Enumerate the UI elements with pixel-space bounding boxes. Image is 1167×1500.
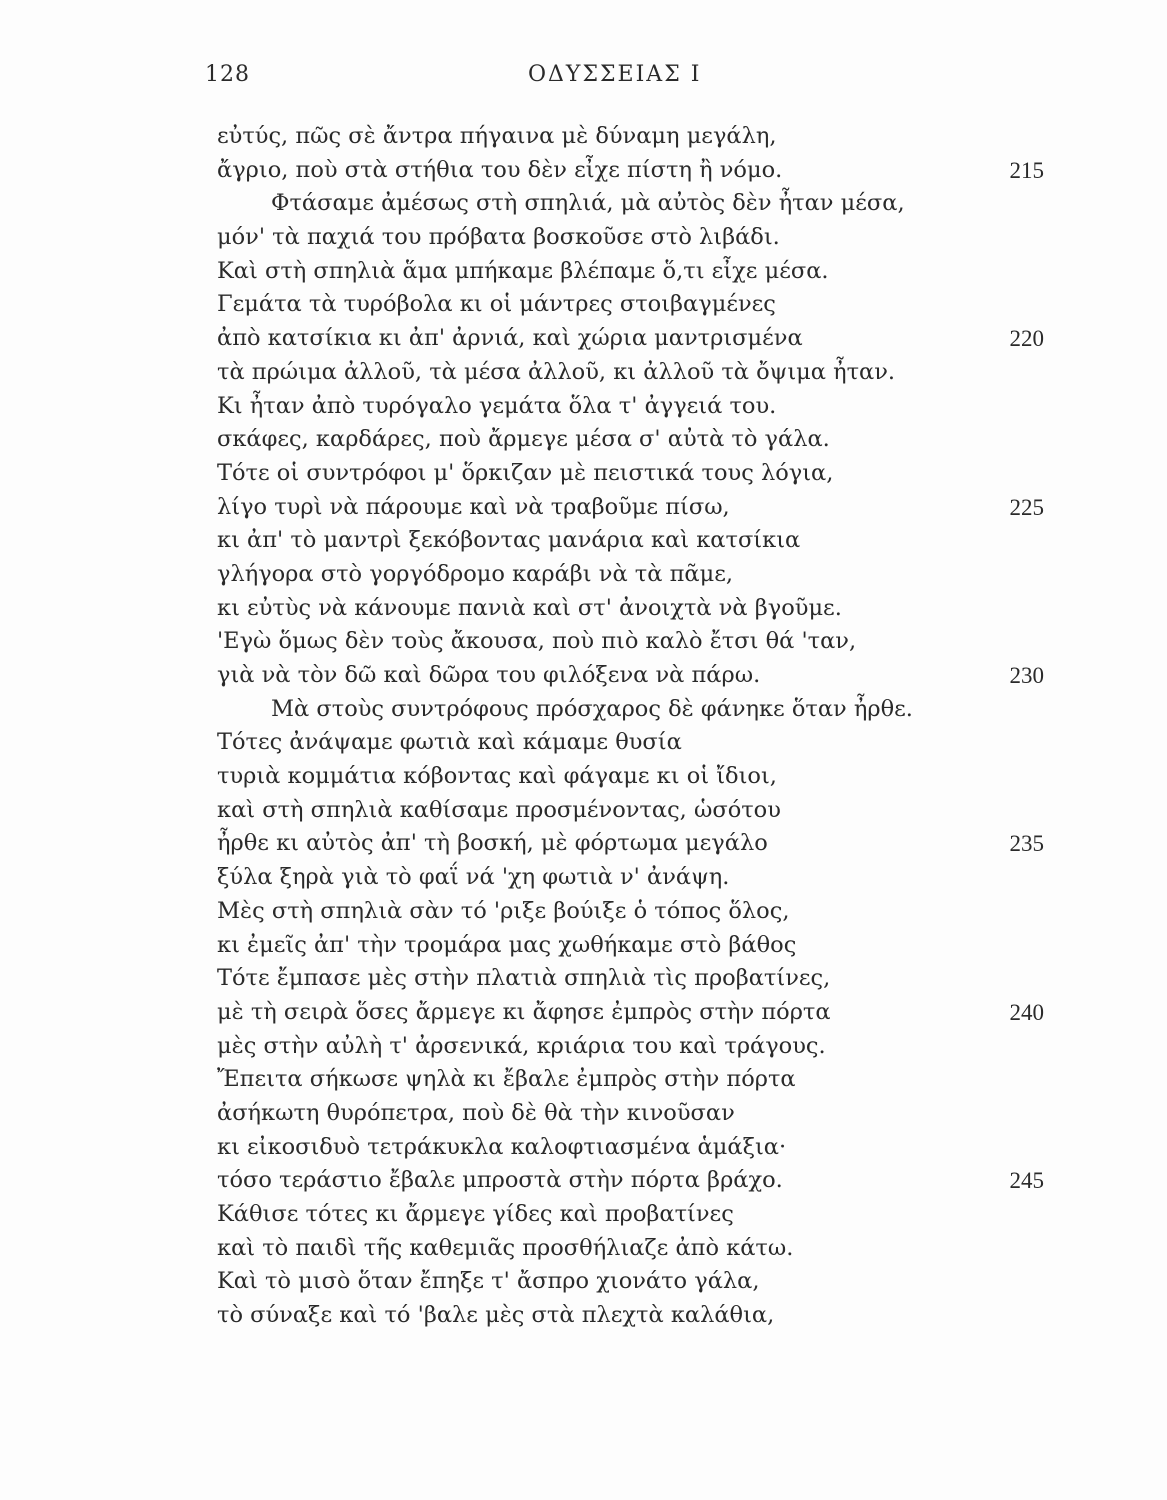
poem-line (0, 726, 1167, 760)
poem-line (0, 120, 1167, 154)
line-text: μὲ τὴ σειρὰ ὅσες ἄρμεγε κι ἄφησε ἐμπρὸς στὴν πόρτα (217, 998, 831, 1025)
poem-line (0, 1299, 1167, 1333)
line-text: ἄγριο, ποὺ στὰ στήθια του δὲν εἶχε πίστη ἢ νόμο. (217, 156, 783, 183)
poem-line (0, 390, 1167, 424)
running-head (0, 58, 1167, 94)
line-text: γιὰ νὰ τὸν δῶ καὶ δῶρα του φιλόξενα νὰ πάρω. (217, 662, 761, 688)
poem-line (0, 187, 1167, 221)
page-number: 128 (205, 62, 250, 87)
poem-line (0, 1131, 1167, 1165)
line-number: 230 (1009, 663, 1044, 688)
line-text: καὶ τὸ παιδὶ τῆς καθεμιᾶς προσθήλιαζε ἀπὸ κάτω. (217, 1234, 794, 1261)
poem-line (0, 1164, 1167, 1198)
line-text: Καὶ τὸ μισὸ ὅταν ἔπηξε τ' ἄσπρο χιονάτο γάλα, (217, 1268, 760, 1295)
poem-line (0, 154, 1167, 188)
poem-line (0, 659, 1167, 693)
line-text: κι ἐμεῖς ἀπ' τὴν τρομάρα μας χωθήκαμε στὸ βάθος (217, 931, 797, 958)
poem-line (0, 524, 1167, 558)
line-text: κι εἰκοσιδυὸ τετράκυκλα καλοφτιασμένα ἁμάξια· (217, 1133, 787, 1160)
poem-line (0, 1232, 1167, 1266)
poem-line (0, 794, 1167, 828)
line-text: ξύλα ξηρὰ γιὰ τὸ φαΐ νά 'χη φωτιὰ ν' ἀνάψη. (217, 864, 730, 891)
poem-line (0, 322, 1167, 356)
poem-line (0, 592, 1167, 626)
poem-line (0, 221, 1167, 255)
line-text: λίγο τυρὶ νὰ πάρουμε καὶ νὰ τραβοῦμε πίσω, (217, 493, 730, 520)
line-text: ἀσήκωτη θυρόπετρα, ποὺ δὲ θὰ τὴν κινοῦσαν (217, 1099, 735, 1126)
line-text: τὰ πρώιμα ἀλλοῦ, τὰ μέσα ἀλλοῦ, κι ἀλλοῦ τὰ ὄψιμα ἦταν. (217, 358, 896, 385)
line-text: Κι ἦταν ἀπὸ τυρόγαλο γεμάτα ὅλα τ' ἀγγειά του. (217, 392, 777, 419)
poem-line (0, 1265, 1167, 1299)
line-text: κι ἀπ' τὸ μαντρὶ ξεκόβοντας μανάρια καὶ κατσίκια (217, 527, 801, 554)
poem-line (0, 962, 1167, 996)
poem-line (0, 827, 1167, 861)
poem-text (0, 120, 1167, 1333)
poem-line (0, 1097, 1167, 1131)
poem-line (0, 356, 1167, 390)
line-number: 245 (1009, 1168, 1044, 1194)
line-text: μόν' τὰ παχιά του πρόβατα βοσκοῦσε στὸ λιβάδι. (217, 224, 780, 251)
line-number: 215 (1009, 157, 1044, 183)
line-text: 'Εγὼ ὅμως δὲν τοὺς ἄκουσα, ποὺ πιὸ καλὸ ἔτσι θά 'ταν, (217, 628, 857, 655)
line-text: τόσο τεράστιο ἔβαλε μπροστὰ στὴν πόρτα βράχο. (217, 1167, 783, 1194)
poem-line (0, 625, 1167, 659)
poem-line (0, 1030, 1167, 1064)
line-number: 220 (1009, 326, 1044, 352)
poem-line (0, 558, 1167, 592)
line-text: κι εὐτὺς νὰ κάνουμε πανιὰ καὶ στ' ἀνοιχτὰ νὰ βγοῦμε. (217, 594, 842, 621)
line-text: ἦρθε κι αὐτὸς ἀπ' τὴ βοσκή, μὲ φόρτωμα μεγάλο (217, 830, 768, 857)
line-text: τὸ σύναξε καὶ τό 'βαλε μὲς στὰ πλεχτὰ καλάθια, (217, 1302, 775, 1329)
poem-line (0, 760, 1167, 794)
poem-line (0, 861, 1167, 895)
line-text: Τότες ἀνάψαμε φωτιὰ καὶ κάμαμε θυσία (217, 729, 682, 756)
poem-line (0, 457, 1167, 491)
poem-line (0, 491, 1167, 525)
poem-line (0, 1063, 1167, 1097)
line-text: Μὰ στοὺς συντρόφους πρόσχαρος δὲ φάνηκε ὅταν ἦρθε. (271, 695, 913, 722)
line-text: Τότε ἔμπασε μὲς στὴν πλατιὰ σπηλιὰ τὶς προβατίνες, (217, 965, 831, 992)
line-text: Γεμάτα τὰ τυρόβολα κι οἱ μάντρες στοιβαγμένες (217, 291, 776, 318)
line-number: 225 (1009, 494, 1044, 520)
line-text: ἀπὸ κατσίκια κι ἀπ' ἀρνιά, καὶ χώρια μαντρισμένα (217, 325, 803, 352)
line-number: 240 (1009, 999, 1044, 1025)
poem-line (0, 423, 1167, 457)
book-title: ΟΔΥΣΣΕΙΑΣ Ι (528, 62, 702, 87)
line-text: Καὶ στὴ σπηλιὰ ἅμα μπήκαμε βλέπαμε ὅ,τι εἶχε μέσα. (217, 257, 829, 284)
line-text: γλήγορα στὸ γοργόδρομο καράβι νὰ τὰ πᾶμε, (217, 560, 734, 587)
line-text: Τότε οἱ συντρόφοι μ' ὅρκιζαν μὲ πειστικά τους λόγια, (217, 459, 834, 486)
line-text: Κάθισε τότες κι ἄρμεγε γίδες καὶ προβατίνες (217, 1201, 734, 1227)
poem-line (0, 288, 1167, 322)
poem-line (0, 895, 1167, 929)
line-text: Μὲς στὴ σπηλιὰ σὰν τό 'ριξε βούιξε ὁ τόπος ὅλος, (217, 897, 790, 924)
line-text: τυριὰ κομμάτια κόβοντας καὶ φάγαμε κι οἱ ἴδιοι, (217, 763, 777, 790)
poem-line (0, 929, 1167, 963)
line-text: μὲς στὴν αὐλὴ τ' ἀρσενικά, κριάρια του καὶ τράγους. (217, 1032, 826, 1059)
line-text: Ἔπειτα σήκωσε ψηλὰ κι ἔβαλε ἐμπρὸς στὴν πόρτα (217, 1066, 796, 1093)
line-text: εὐτύς, πῶς σὲ ἄντρα πήγαινα μὲ δύναμη μεγάλη, (217, 123, 777, 149)
poem-line (0, 693, 1167, 727)
line-text: καὶ στὴ σπηλιὰ καθίσαμε προσμένοντας, ὡσότου (217, 796, 781, 823)
line-number: 235 (1009, 831, 1044, 857)
poem-line (0, 996, 1167, 1030)
poem-line (0, 255, 1167, 289)
line-text: σκάφες, καρδάρες, ποὺ ἄρμεγε μέσα σ' αὐτὰ τὸ γάλα. (217, 426, 830, 453)
line-text: Φτάσαμε ἀμέσως στὴ σπηλιά, μὰ αὐτὸς δὲν ἦταν μέσα, (271, 190, 905, 217)
poem-line (0, 1198, 1167, 1232)
